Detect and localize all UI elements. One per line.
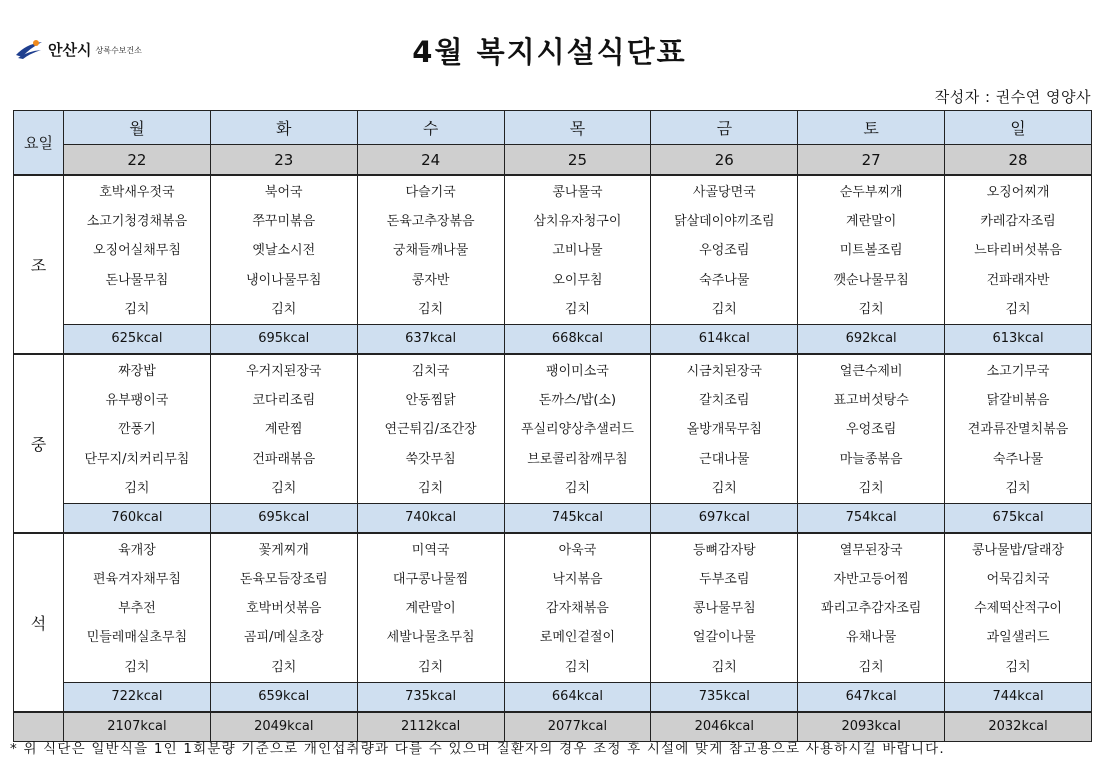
dish-item: 돈육고추장볶음 bbox=[386, 214, 475, 230]
dish-item: 호박버섯볶음 bbox=[246, 601, 322, 617]
dish-item: 시금치된장국 bbox=[686, 363, 762, 379]
day-name-6: 일 bbox=[945, 111, 1092, 145]
day-date-6: 28 bbox=[945, 145, 1092, 176]
meal-label-1: 중 bbox=[14, 354, 64, 533]
dish-item: 올방개묵무침 bbox=[686, 422, 762, 438]
dish-item: 우거지된장국 bbox=[246, 363, 322, 379]
kcal-cell: 735kcal bbox=[651, 682, 798, 712]
dish-item: 돈육모듬장조림 bbox=[239, 572, 328, 588]
dish-item: 연근튀김/조간장 bbox=[384, 422, 477, 438]
dish-item: 김치 bbox=[711, 480, 737, 496]
dish-item: 곰피/메실초장 bbox=[243, 630, 324, 646]
dish-item: 김치 bbox=[858, 301, 884, 317]
dish-item: 김치 bbox=[858, 480, 884, 496]
dish-item: 갈치조림 bbox=[699, 393, 750, 409]
dish-item: 감자채볶음 bbox=[546, 601, 609, 617]
dish-item: 김치 bbox=[418, 480, 444, 496]
kcal-cell: 722kcal bbox=[64, 682, 211, 712]
dish-item: 돈나물무침 bbox=[105, 272, 169, 288]
dish-item: 낙지볶음 bbox=[552, 572, 603, 588]
day-name-2: 수 bbox=[357, 111, 504, 145]
dish-item: 얼갈이나물 bbox=[692, 630, 756, 646]
meal-cell bbox=[945, 533, 1092, 682]
day-name-1: 화 bbox=[210, 111, 357, 145]
dish-item: 김치 bbox=[1005, 480, 1031, 496]
day-name-5: 토 bbox=[798, 111, 945, 145]
dish-item: 김치 bbox=[564, 480, 591, 496]
dish-item: 숙주나물 bbox=[992, 451, 1044, 467]
kcal-row-2 bbox=[14, 682, 1092, 712]
kcal-cell: 613kcal bbox=[945, 324, 1092, 354]
kcal-cell: 625kcal bbox=[64, 324, 211, 354]
kcal-cell: 697kcal bbox=[651, 503, 798, 533]
dish-item: 육개장 bbox=[118, 542, 156, 558]
dish-item: 푸실리양상추샐러드 bbox=[520, 422, 634, 438]
meal-cell bbox=[210, 175, 357, 324]
dish-item: 닭갈비볶음 bbox=[986, 393, 1050, 409]
dish-item: 짜장밥 bbox=[118, 363, 156, 379]
dish-item: 소고기청경채볶음 bbox=[86, 214, 188, 230]
meal-cell bbox=[945, 354, 1092, 503]
meal-cell bbox=[64, 354, 211, 503]
yoil-label: 요일 bbox=[14, 111, 64, 176]
dish-item: 얼큰수제비 bbox=[839, 363, 903, 379]
meal-cell bbox=[504, 533, 651, 682]
dish-item: 닭살데이야끼조림 bbox=[674, 214, 775, 230]
dish-item: 쑥갓무침 bbox=[405, 451, 456, 467]
dish-item: 김치국 bbox=[411, 363, 450, 379]
dish-item: 김치 bbox=[418, 659, 444, 675]
meal-cell bbox=[798, 175, 945, 324]
dish-item: 삼치유자청구이 bbox=[533, 214, 622, 230]
meal-row-0 bbox=[14, 175, 1092, 324]
dish-item: 소고기무국 bbox=[986, 363, 1050, 379]
dish-item: 유부팽이국 bbox=[105, 393, 169, 409]
meal-cell bbox=[210, 533, 357, 682]
page-title: 4월 복지시설식단표 bbox=[412, 35, 687, 69]
day-date-5: 27 bbox=[798, 145, 945, 176]
meal-cell bbox=[64, 533, 211, 682]
kcal-cell: 637kcal bbox=[357, 324, 504, 354]
dish-item: 계란찜 bbox=[264, 422, 303, 438]
meal-label-2: 석 bbox=[14, 533, 64, 712]
dish-item: 순두부찌개 bbox=[839, 185, 903, 200]
dish-item: 김치 bbox=[271, 301, 297, 317]
dish-item: 코다리조림 bbox=[252, 393, 316, 409]
dish-item: 김치 bbox=[564, 301, 591, 317]
meal-cell bbox=[504, 354, 651, 503]
dish-item: 느타리버섯볶음 bbox=[974, 243, 1062, 259]
dish-item: 편육겨자채무침 bbox=[92, 572, 181, 588]
kcal-cell: 754kcal bbox=[798, 503, 945, 533]
kcal-cell: 744kcal bbox=[945, 682, 1092, 712]
dish-item: 냉이나물무침 bbox=[246, 272, 322, 288]
dish-item: 깻순나물무침 bbox=[833, 272, 909, 288]
dish-item: 콩나물무침 bbox=[692, 601, 756, 617]
kcal-row-1 bbox=[14, 503, 1092, 533]
dish-item: 표고버섯탕수 bbox=[833, 393, 909, 409]
dish-item: 안동찜닭 bbox=[405, 393, 456, 409]
date-row bbox=[14, 145, 1092, 176]
kcal-row-0 bbox=[14, 324, 1092, 354]
kcal-cell: 760kcal bbox=[64, 503, 211, 533]
author-line: 작성자 : 권수연 영양사 bbox=[934, 88, 1091, 106]
dish-item: 계란말이 bbox=[846, 214, 897, 230]
dish-item: 호박새우젓국 bbox=[99, 185, 175, 200]
dish-item: 김치 bbox=[858, 659, 884, 675]
total-kcal-cell: 2077kcal bbox=[504, 712, 651, 742]
dish-item: 로메인겉절이 bbox=[539, 630, 616, 646]
kcal-cell: 664kcal bbox=[504, 682, 651, 712]
dish-item: 다슬기국 bbox=[405, 185, 456, 200]
dish-item: 과일샐러드 bbox=[986, 630, 1050, 646]
dish-item: 브로콜리참깨무침 bbox=[527, 451, 628, 467]
dish-item: 유채나물 bbox=[846, 630, 897, 646]
logo-city-name: 안산시 bbox=[48, 40, 92, 59]
dish-item: 수제떡산적구이 bbox=[974, 601, 1062, 617]
meal-cell bbox=[651, 354, 798, 503]
meal-cell bbox=[210, 354, 357, 503]
meal-row-1 bbox=[14, 354, 1092, 503]
dish-item: 고비나물 bbox=[552, 243, 603, 259]
logo-subtitle: 상록수보건소 bbox=[95, 46, 142, 55]
dish-item: 견과류잔멸치볶음 bbox=[967, 422, 1069, 438]
dish-item: 김치 bbox=[124, 480, 150, 496]
dish-item: 숙주나물 bbox=[699, 272, 750, 288]
dish-item: 우엉조림 bbox=[846, 422, 897, 438]
day-date-1: 23 bbox=[210, 145, 357, 176]
dish-item: 열무된장국 bbox=[839, 542, 903, 558]
meal-cell bbox=[798, 533, 945, 682]
dish-item: 옛날소시전 bbox=[252, 243, 316, 259]
dish-item: 오이무침 bbox=[552, 272, 603, 288]
dish-item: 아욱국 bbox=[558, 542, 597, 558]
meal-cell bbox=[798, 354, 945, 503]
meal-cell bbox=[357, 533, 504, 682]
total-kcal-cell: 2093kcal bbox=[798, 712, 945, 742]
dish-item: 민들레매실초무침 bbox=[86, 630, 188, 646]
dish-item: 김치 bbox=[564, 659, 591, 675]
total-kcal-cell: 2107kcal bbox=[64, 712, 211, 742]
dish-item: 김치 bbox=[124, 301, 150, 317]
kcal-cell: 695kcal bbox=[210, 503, 357, 533]
kcal-cell: 745kcal bbox=[504, 503, 651, 533]
dish-item: 콩자반 bbox=[411, 272, 450, 288]
day-date-4: 26 bbox=[651, 145, 798, 176]
kcal-cell: 695kcal bbox=[210, 324, 357, 354]
dish-item: 세발나물초무침 bbox=[386, 630, 475, 646]
total-kcal-cell: 2049kcal bbox=[210, 712, 357, 742]
day-name-4: 금 bbox=[651, 111, 798, 145]
day-name-0: 월 bbox=[64, 111, 211, 145]
day-date-3: 25 bbox=[504, 145, 651, 176]
day-name-3: 목 bbox=[504, 111, 651, 145]
dish-item: 등뼈감자탕 bbox=[692, 542, 756, 558]
dish-item: 두부조림 bbox=[699, 572, 750, 588]
dish-item: 팽이미소국 bbox=[546, 363, 609, 379]
kcal-cell: 735kcal bbox=[357, 682, 504, 712]
dish-item: 돈까스/밥(소) bbox=[538, 393, 617, 409]
kcal-cell: 668kcal bbox=[504, 324, 651, 354]
dish-item: 김치 bbox=[271, 480, 297, 496]
dish-item: 오징어실채무침 bbox=[92, 243, 181, 259]
dish-item: 부추전 bbox=[118, 601, 156, 617]
dish-item: 콩나물밥/달래장 bbox=[971, 542, 1065, 558]
dish-item: 사골당면국 bbox=[692, 185, 756, 200]
menu-table bbox=[13, 110, 1092, 742]
dish-item: 꽈리고추감자조림 bbox=[820, 601, 922, 617]
dish-item: 근대나물 bbox=[699, 451, 750, 467]
dish-item: 김치 bbox=[711, 301, 737, 317]
meal-cell bbox=[357, 175, 504, 324]
dish-item: 건파래볶음 bbox=[252, 451, 316, 467]
kcal-cell: 675kcal bbox=[945, 503, 1092, 533]
dish-item: 자반고등어찜 bbox=[833, 572, 909, 588]
day-date-2: 24 bbox=[357, 145, 504, 176]
kcal-cell: 740kcal bbox=[357, 503, 504, 533]
meal-cell bbox=[64, 175, 211, 324]
dish-item: 김치 bbox=[1005, 659, 1031, 675]
kcal-cell: 614kcal bbox=[651, 324, 798, 354]
meal-cell bbox=[945, 175, 1092, 324]
meal-row-2 bbox=[14, 533, 1092, 682]
dish-item: 김치 bbox=[418, 301, 444, 317]
dish-item: 김치 bbox=[711, 659, 737, 675]
meal-cell bbox=[357, 354, 504, 503]
dish-item: 우엉조림 bbox=[699, 243, 750, 259]
dish-item: 미트볼조림 bbox=[839, 243, 903, 259]
dish-item: 궁채들깨나물 bbox=[392, 243, 469, 259]
dish-item: 김치 bbox=[271, 659, 297, 675]
dish-item: 김치 bbox=[124, 659, 150, 675]
total-kcal-cell: 2046kcal bbox=[651, 712, 798, 742]
kcal-cell: 659kcal bbox=[210, 682, 357, 712]
total-kcal-cell: 2112kcal bbox=[357, 712, 504, 742]
dish-item: 미역국 bbox=[411, 542, 450, 558]
dish-item: 콩나물국 bbox=[552, 185, 603, 200]
dish-item: 대구콩나물찜 bbox=[392, 572, 469, 588]
kcal-cell: 692kcal bbox=[798, 324, 945, 354]
day-date-0: 22 bbox=[64, 145, 211, 176]
footnote: * 위 식단은 일반식을 1인 1회분량 기준으로 개인섭취량과 다를 수 있으며 질환자의 경우 조정 후 시설에 맞게 참고용으로 사용하시길 바랍니다. bbox=[10, 741, 945, 757]
meal-cell bbox=[651, 175, 798, 324]
dish-item: 건파래자반 bbox=[986, 272, 1050, 288]
dish-item: 김치 bbox=[1005, 301, 1031, 317]
dish-item: 쭈꾸미볶음 bbox=[252, 214, 316, 230]
total-kcal-cell: 2032kcal bbox=[945, 712, 1092, 742]
dish-item: 깐풍기 bbox=[118, 422, 156, 438]
meal-cell bbox=[504, 175, 651, 324]
dish-item: 마늘종볶음 bbox=[839, 451, 903, 467]
day-name-row bbox=[14, 111, 1092, 145]
meal-label-0: 조 bbox=[14, 175, 64, 354]
dish-item: 단무지/치커리무침 bbox=[84, 451, 190, 467]
dish-item: 어묵김치국 bbox=[986, 572, 1050, 588]
kcal-cell: 647kcal bbox=[798, 682, 945, 712]
dish-item: 오징어찌개 bbox=[986, 185, 1050, 200]
dish-item: 꽃게찌개 bbox=[258, 542, 309, 558]
dish-item: 카레감자조림 bbox=[980, 214, 1056, 230]
dish-item: 북어국 bbox=[264, 185, 303, 200]
meal-cell bbox=[651, 533, 798, 682]
dish-item: 계란말이 bbox=[405, 601, 456, 617]
